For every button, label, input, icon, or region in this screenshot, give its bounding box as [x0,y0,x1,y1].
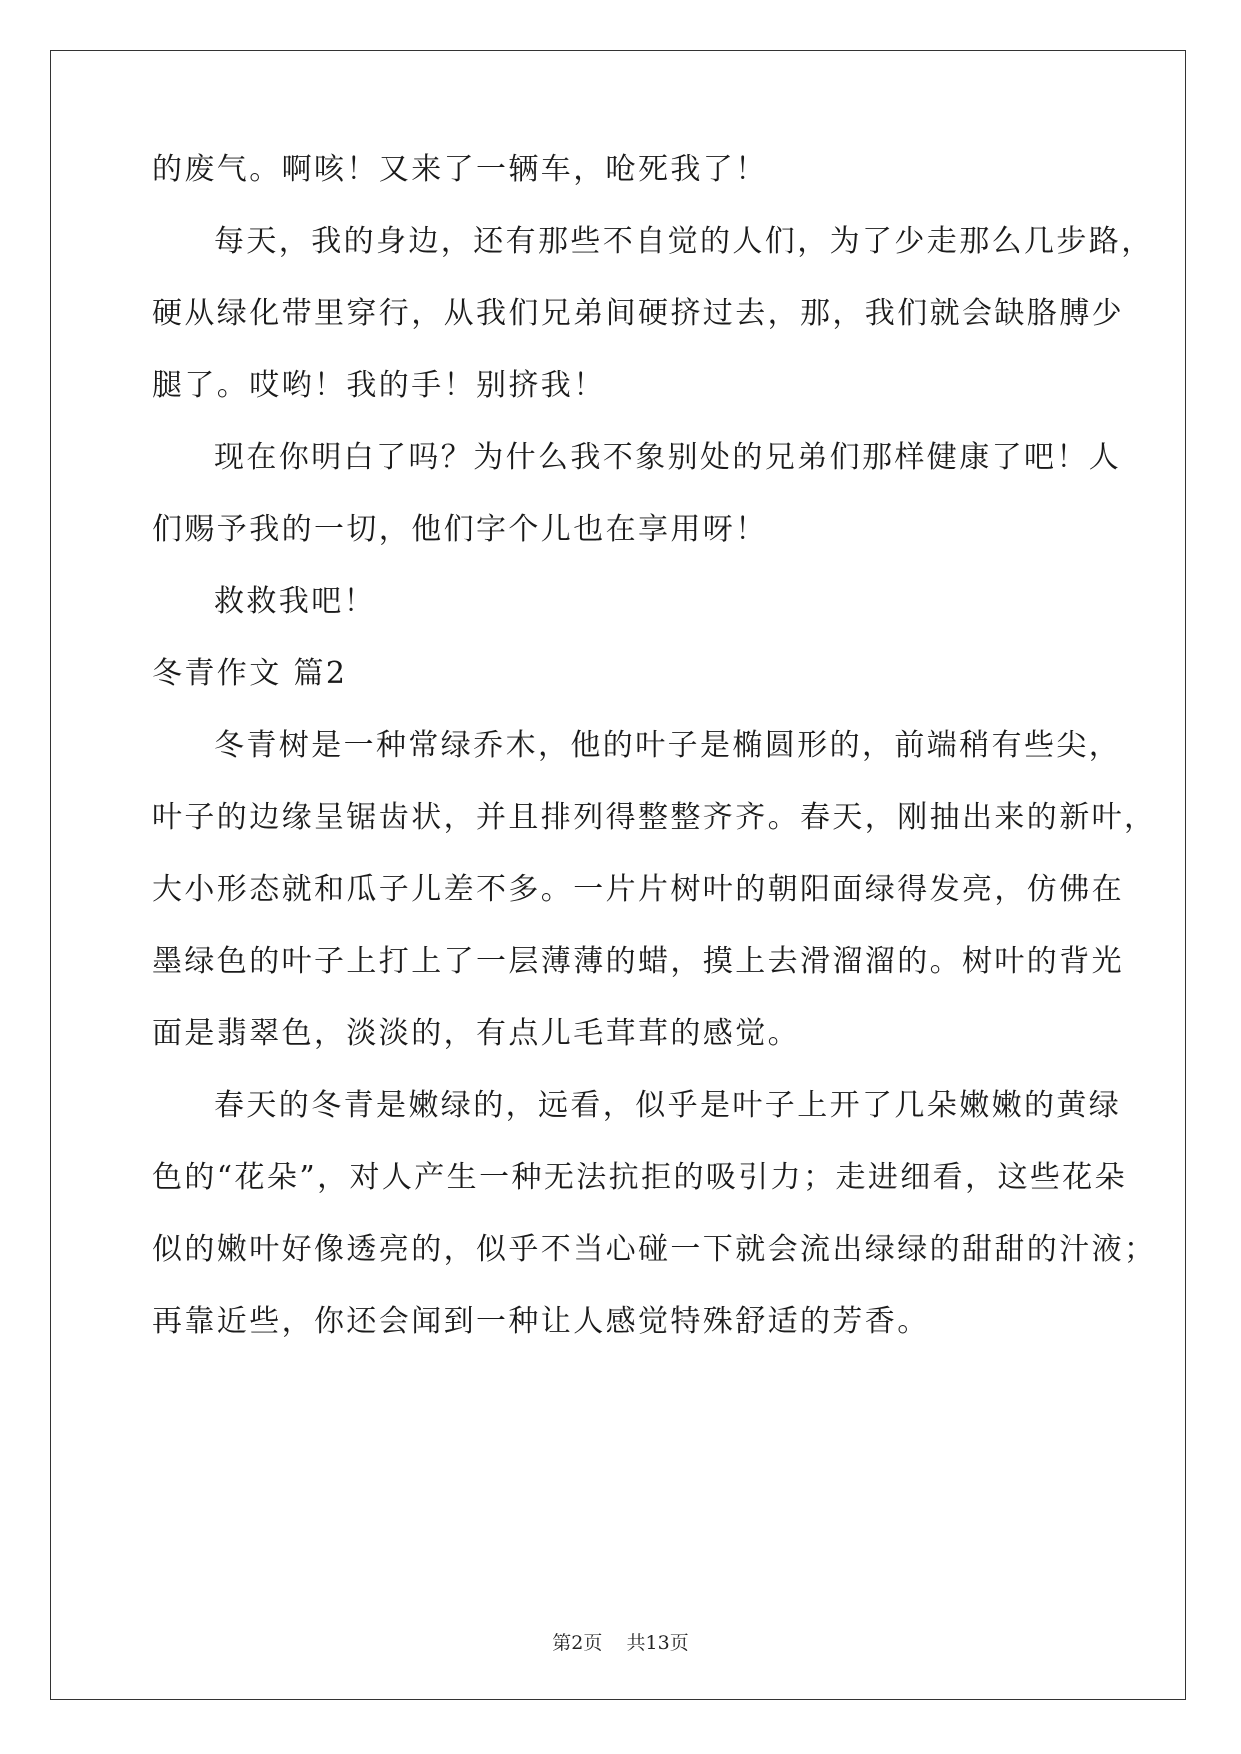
text-line: 硬从绿化带里穿行，从我们兄弟间硬挤过去，那，我们就会缺胳膊少 [152,296,1124,331]
text-line: 色的“花朵”，对人产生一种无法抗拒的吸引力；走进细看，这些花朵 [152,1160,1128,1195]
text-line: 救救我吧！ [214,584,376,619]
page-number-footer: 第2页 共13页 [552,1632,689,1654]
text-line: 腿了。哎哟！我的手！别挤我！ [152,368,606,403]
section-heading: 冬青作文 篇2 [152,656,348,691]
text-line: 墨绿色的叶子上打上了一层薄薄的蜡，摸上去滑溜溜的。树叶的背光 [152,944,1124,979]
text-line: 再靠近些，你还会闻到一种让人感觉特殊舒适的芳香。 [152,1304,930,1339]
text-line: 现在你明白了吗？为什么我不象别处的兄弟们那样健康了吧！人 [214,440,1122,475]
text-line: 大小形态就和瓜子儿差不多。一片片树叶的朝阳面绿得发亮，仿佛在 [152,872,1124,907]
text-line: 似的嫩叶好像透亮的，似乎不当心碰一下就会流出绿绿的甜甜的汁液； [152,1232,1157,1267]
text-line: 们赐予我的一切，他们字个儿也在享用呀！ [152,512,768,547]
text-line: 叶子的边缘呈锯齿状，并且排列得整整齐齐。春天，刚抽出来的新叶， [152,800,1157,835]
text-line: 面是翡翠色，淡淡的，有点儿毛茸茸的感觉。 [152,1016,800,1051]
text-line: 春天的冬青是嫩绿的，远看，似乎是叶子上开了几朵嫩嫩的黄绿 [214,1088,1122,1123]
text-line: 每天，我的身边，还有那些不自觉的人们，为了少走那么几步路， [214,224,1154,259]
text-line: 冬青树是一种常绿乔木，他的叶子是椭圆形的，前端稍有些尖， [214,728,1122,763]
text-line: 的废气。啊咳！又来了一辆车，呛死我了！ [152,152,768,187]
